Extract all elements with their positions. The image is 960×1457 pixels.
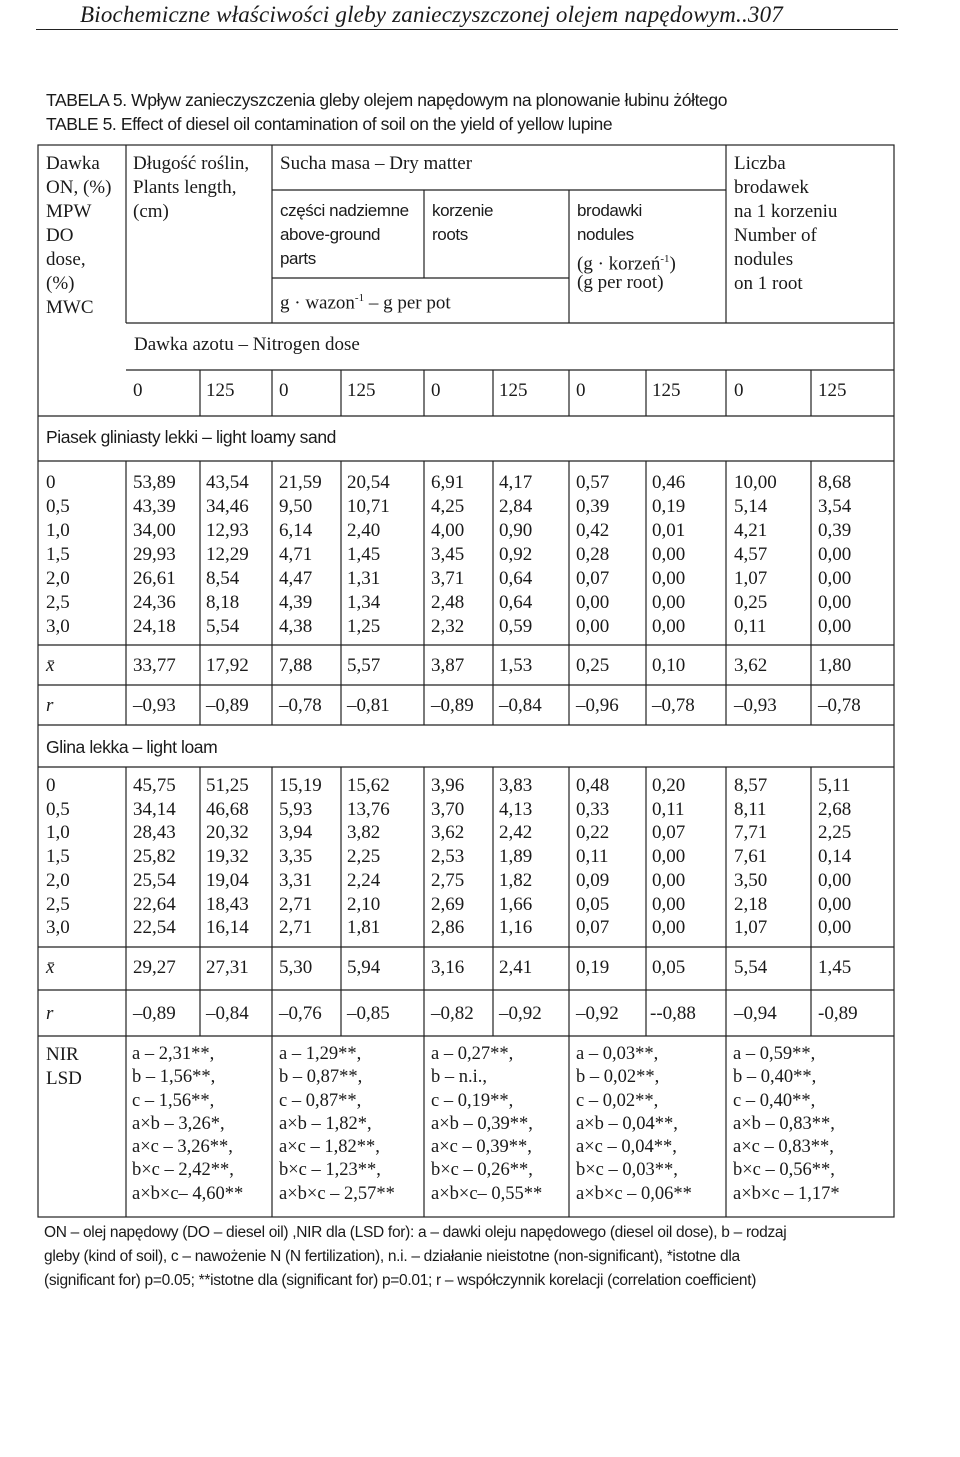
data-cell: 2,10 — [347, 893, 381, 915]
data-cell: 34,14 — [133, 798, 176, 820]
data-cell: 10,00 — [734, 472, 777, 493]
data-cell: 2,25 — [818, 822, 852, 844]
data-cell: 3,83 — [499, 775, 533, 796]
data-cell: 51,25 — [206, 775, 249, 796]
data-cell: 43,39 — [133, 496, 176, 517]
data-cell: 15,62 — [347, 775, 390, 796]
data-cell: 4,39 — [279, 592, 313, 613]
data-cell: 2,40 — [347, 520, 381, 541]
data-cell: 5,11 — [818, 775, 851, 796]
correlation-cell: –0,96 — [576, 695, 619, 716]
soil-section-title: Piasek gliniasty lekki – light loamy sand — [46, 427, 336, 447]
data-cell: 0,11 — [734, 616, 767, 637]
correlation-cell: –0,82 — [431, 1003, 474, 1024]
table-caption-en: TABLE 5. Effect of diesel oil contamination of soil on the yield of yellow lupine — [46, 114, 613, 134]
data-cell: 0,19 — [652, 496, 686, 517]
data-cell: 20,54 — [347, 472, 390, 493]
correlation-cell: –0,84 — [206, 1003, 249, 1024]
data-cell: 21,59 — [279, 472, 322, 493]
correlation-cell: –0,93 — [734, 695, 777, 716]
mean-cell: 5,54 — [734, 957, 768, 978]
data-cell: 3,82 — [347, 822, 381, 844]
nitrogen-dose-cell: 125 — [499, 380, 528, 401]
mean-cell: 3,62 — [734, 655, 768, 676]
running-header: Biochemiczne właściwości gleby zanieczyszczonej olejem napędowym..307 — [80, 2, 784, 27]
data-cell: 0,09 — [576, 869, 610, 891]
lsd-values: a – 0,27**, b – n.i., c – 0,19**, a×b – 0,39**, a×c – 0,39**, b×c – 0,26**, a×b×c– 0,55** — [431, 1044, 543, 1204]
data-cell: 5,14 — [734, 496, 768, 517]
mean-cell: 27,31 — [206, 957, 249, 978]
data-cell: 2,25 — [347, 846, 381, 868]
data-cell: 1,31 — [347, 568, 381, 589]
mean-cell: 17,92 — [206, 655, 249, 676]
data-cell: 0,00 — [818, 592, 852, 613]
soil-section-title: Glina lekka – light loam — [46, 737, 218, 757]
data-cell: 0,33 — [576, 798, 610, 820]
correlation-cell: –0,94 — [734, 1003, 777, 1024]
data-cell: 0,00 — [818, 869, 852, 891]
data-cell: 4,25 — [431, 496, 465, 517]
header-roots: korzenie roots — [432, 201, 494, 244]
data-cell: 24,18 — [133, 616, 176, 637]
mean-cell: 5,30 — [279, 957, 313, 978]
data-cell: 25,82 — [133, 846, 176, 868]
mean-cell: 1,45 — [818, 957, 852, 978]
data-cell: 2,75 — [431, 869, 465, 891]
header-dry-matter: Sucha masa – Dry matter — [280, 153, 473, 174]
data-cell: 4,47 — [279, 568, 313, 589]
data-cell: 0,90 — [499, 520, 533, 541]
data-cell: 0,39 — [818, 520, 852, 541]
data-cell: 6,91 — [431, 472, 465, 493]
footnote-line: gleby (kind of soil), c – nawożenie N (N fertilization), n.i. – działanie nieistotne (non-significant), *istotne dla — [44, 1248, 740, 1265]
data-cell: 0,22 — [576, 822, 610, 844]
data-cell: 3,54 — [818, 496, 852, 517]
data-cell: 4,57 — [734, 544, 768, 565]
data-cell: 15,19 — [279, 775, 322, 796]
r-label: r — [46, 695, 54, 716]
data-cell: 3,31 — [279, 869, 313, 891]
data-cell: 0,11 — [652, 798, 685, 820]
mean-cell: 0,25 — [576, 655, 610, 676]
data-cell: 8,68 — [818, 472, 852, 493]
data-cell: 1,66 — [499, 893, 533, 915]
data-cell: 2,86 — [431, 917, 465, 939]
lsd-values: a – 1,29**, b – 0,87**, c – 0,87**, a×b – 1,82*, a×c – 1,82**, b×c – 1,23**, a×b×c – 2,57** — [279, 1044, 395, 1204]
dose-cell: 0,5 — [46, 496, 70, 517]
data-cell: 2,42 — [499, 822, 533, 844]
data-cell: 4,21 — [734, 520, 768, 541]
correlation-cell: –0,84 — [499, 695, 542, 716]
data-cell: 0,00 — [818, 917, 852, 939]
header-unit-per-pot: g · wazon$^{-1}$ – g per pot — [280, 292, 451, 314]
nitrogen-dose-cell: 0 — [279, 380, 289, 401]
data-cell: 26,61 — [133, 568, 176, 589]
header-nodule-count: Liczba brodawek na 1 korzeniu Number of nodules on 1 root — [734, 153, 838, 294]
header-plant-length: Długość roślin, Plants length, (cm) — [133, 153, 250, 222]
data-cell: 7,71 — [734, 822, 768, 844]
data-cell: 3,50 — [734, 869, 768, 891]
mean-cell: 0,19 — [576, 957, 610, 978]
data-cell: 0,00 — [652, 568, 686, 589]
data-cell: 0,00 — [652, 893, 686, 915]
data-cell: 0,00 — [818, 568, 852, 589]
mean-label: x̄ — [46, 957, 55, 978]
dose-cell: 2,5 — [46, 592, 70, 613]
data-cell: 12,93 — [206, 520, 249, 541]
data-cell: 2,71 — [279, 893, 313, 915]
data-cell: 0,05 — [576, 893, 610, 915]
data-cell: 0,57 — [576, 472, 610, 493]
footnote-line: (significant for) p=0.05; **istotne dla (significant for) p=0.01; r – współczynnik korelacji (correlation coefficient) — [44, 1272, 757, 1289]
table-caption-pl: TABELA 5. Wpływ zanieczyszczenia gleby olejem napędowym na plonowanie łubinu żółtego — [46, 90, 728, 110]
mean-cell: 3,16 — [431, 957, 465, 978]
data-cell: 8,57 — [734, 775, 768, 796]
dose-cell: 1,0 — [46, 520, 70, 541]
data-cell: 1,81 — [347, 917, 381, 939]
data-cell: 3,96 — [431, 775, 465, 796]
data-cell: 0,00 — [652, 917, 686, 939]
data-cell: 9,50 — [279, 496, 313, 517]
header-above-ground: części nadziemne above-ground parts — [280, 201, 409, 268]
correlation-cell: –0,78 — [652, 695, 695, 716]
dose-cell: 2,5 — [46, 893, 70, 915]
correlation-cell: –0,81 — [347, 695, 390, 716]
data-cell: 2,69 — [431, 893, 465, 915]
data-cell: 18,43 — [206, 893, 249, 915]
lsd-values: a – 0,03**, b – 0,02**, c – 0,02**, a×b – 0,04**, a×c – 0,04**, b×c – 0,03**, a×b×c – 0,06** — [576, 1044, 692, 1204]
data-cell: 24,36 — [133, 592, 176, 613]
data-cell: 0,59 — [499, 616, 533, 637]
data-cell: 19,04 — [206, 869, 249, 891]
data-cell: 0,46 — [652, 472, 686, 493]
data-cell: 0,64 — [499, 592, 533, 613]
lsd-label: NIR LSD — [46, 1044, 82, 1089]
mean-label: x̄ — [46, 655, 55, 676]
dose-cell: 0 — [46, 775, 56, 796]
data-cell: 3,71 — [431, 568, 465, 589]
data-cell: 0,39 — [576, 496, 610, 517]
data-cell: 22,64 — [133, 893, 176, 915]
correlation-cell: --0,88 — [650, 1003, 696, 1024]
data-cell: 46,68 — [206, 798, 249, 820]
data-cell: 1,89 — [499, 846, 533, 868]
data-cell: 3,62 — [431, 822, 465, 844]
data-cell: 8,11 — [734, 798, 767, 820]
data-cell: 0,48 — [576, 775, 610, 796]
dose-cell: 1,0 — [46, 822, 70, 844]
data-cell: 0,01 — [652, 520, 686, 541]
nitrogen-dose-cell: 125 — [652, 380, 681, 401]
data-cell: 5,54 — [206, 616, 240, 637]
data-cell: 0,00 — [652, 846, 686, 868]
data-cell: 3,70 — [431, 798, 465, 820]
data-cell: 1,82 — [499, 869, 533, 891]
nitrogen-dose-cell: 0 — [576, 380, 586, 401]
data-cell: 13,76 — [347, 798, 390, 820]
correlation-cell: –0,92 — [576, 1003, 619, 1024]
nitrogen-dose-cell: 0 — [734, 380, 744, 401]
data-cell: 0,00 — [818, 544, 852, 565]
dose-cell: 1,5 — [46, 846, 70, 868]
data-cell: 0,20 — [652, 775, 686, 796]
data-cell: 53,89 — [133, 472, 176, 493]
data-cell: 4,00 — [431, 520, 465, 541]
data-cell: 34,46 — [206, 496, 249, 517]
lsd-values: a – 0,59**, b – 0,40**, c – 0,40**, a×b – 0,83**, a×c – 0,83**, b×c – 0,56**, a×b×c – 1,17* — [733, 1044, 840, 1204]
data-cell: 4,38 — [279, 616, 313, 637]
data-cell: 25,54 — [133, 869, 176, 891]
data-cell: 3,94 — [279, 822, 313, 844]
nitrogen-dose-cell: 0 — [133, 380, 143, 401]
mean-cell: 0,10 — [652, 655, 686, 676]
data-cell: 0,00 — [652, 869, 686, 891]
dose-cell: 2,0 — [46, 869, 70, 891]
data-cell: 0,25 — [734, 592, 768, 613]
data-cell: 0,07 — [576, 917, 610, 939]
data-cell: 2,71 — [279, 917, 313, 939]
data-cell: 4,13 — [499, 798, 533, 820]
data-cell: 2,84 — [499, 496, 533, 517]
data-cell: 0,11 — [576, 846, 609, 868]
footnote-line: ON – olej napędowy (DO – diesel oil) ,NIR dla (LSD for): a – dawki oleju napędowego (diesel oil dose), b – rodzaj — [44, 1224, 787, 1241]
correlation-cell: –0,89 — [431, 695, 474, 716]
data-cell: 0,00 — [652, 592, 686, 613]
data-cell: 1,07 — [734, 568, 768, 589]
data-cell: 28,43 — [133, 822, 176, 844]
data-cell: 4,17 — [499, 472, 533, 493]
correlation-cell: –0,93 — [133, 695, 176, 716]
data-cell: 0,00 — [652, 544, 686, 565]
dose-cell: 3,0 — [46, 616, 70, 637]
data-cell: 1,25 — [347, 616, 381, 637]
data-cell: 0,00 — [576, 616, 610, 637]
nitrogen-dose-cell: 0 — [431, 380, 441, 401]
mean-cell: 7,88 — [279, 655, 313, 676]
data-cell: 1,16 — [499, 917, 533, 939]
header-nodules: brodawki nodules — [577, 201, 642, 244]
mean-cell: 3,87 — [431, 655, 465, 676]
header-dose: Dawka ON, (%) MPW DO dose, (%) MWC — [46, 153, 112, 318]
correlation-cell: –0,78 — [818, 695, 861, 716]
dose-cell: 1,5 — [46, 544, 70, 565]
data-cell: 2,68 — [818, 798, 852, 820]
data-cell: 0,07 — [652, 822, 686, 844]
nitrogen-dose-cell: 125 — [347, 380, 376, 401]
dose-cell: 0,5 — [46, 798, 70, 820]
data-cell: 29,93 — [133, 544, 176, 565]
data-cell: 0,00 — [818, 893, 852, 915]
lsd-values: a – 2,31**, b – 1,56**, c – 1,56**, a×b – 3,26*, a×c – 3,26**, b×c – 2,42**, a×b×c– 4,60** — [132, 1044, 244, 1204]
mean-cell: 33,77 — [133, 655, 176, 676]
correlation-cell: –0,89 — [206, 695, 249, 716]
data-cell: 0,07 — [576, 568, 610, 589]
nitrogen-dose-cell: 125 — [818, 380, 847, 401]
mean-cell: 0,05 — [652, 957, 686, 978]
data-cell: 12,29 — [206, 544, 249, 565]
data-cell: 0,92 — [499, 544, 533, 565]
data-cell: 20,32 — [206, 822, 249, 844]
mean-cell: 2,41 — [499, 957, 533, 978]
data-cell: 1,07 — [734, 917, 768, 939]
data-cell: 43,54 — [206, 472, 249, 493]
data-cell: 2,32 — [431, 616, 465, 637]
nitrogen-dose-cell: 125 — [206, 380, 235, 401]
data-cell: 2,48 — [431, 592, 465, 613]
data-cell: 8,54 — [206, 568, 240, 589]
data-cell: 0,00 — [818, 616, 852, 637]
data-cell: 3,35 — [279, 846, 313, 868]
data-cell: 7,61 — [734, 846, 768, 868]
correlation-cell: –0,78 — [279, 695, 322, 716]
mean-cell: 5,94 — [347, 957, 381, 978]
data-cell: 0,64 — [499, 568, 533, 589]
data-cell: 2,18 — [734, 893, 768, 915]
header-nitrogen-dose: Dawka azotu – Nitrogen dose — [134, 334, 360, 355]
data-cell: 45,75 — [133, 775, 176, 796]
data-cell: 6,14 — [279, 520, 313, 541]
dose-cell: 2,0 — [46, 568, 70, 589]
correlation-cell: -0,89 — [818, 1003, 858, 1024]
data-cell: 5,93 — [279, 798, 313, 820]
mean-cell: 29,27 — [133, 957, 176, 978]
data-cell: 10,71 — [347, 496, 390, 517]
correlation-cell: –0,92 — [499, 1003, 542, 1024]
data-cell: 0,00 — [652, 616, 686, 637]
correlation-cell: –0,85 — [347, 1003, 390, 1024]
data-cell: 34,00 — [133, 520, 176, 541]
data-cell: 3,45 — [431, 544, 465, 565]
data-cell: 0,42 — [576, 520, 610, 541]
data-cell: 16,14 — [206, 917, 249, 939]
mean-cell: 5,57 — [347, 655, 381, 676]
header-nodules-unit-en: (g per root) — [577, 272, 664, 293]
data-cell: 0,00 — [576, 592, 610, 613]
data-cell: 19,32 — [206, 846, 249, 868]
mean-cell: 1,80 — [818, 655, 852, 676]
r-label: r — [46, 1003, 54, 1024]
header-nodules-unit: (g · korzeń$^{-1}$) — [577, 253, 676, 275]
dose-cell: 0 — [46, 472, 56, 493]
data-cell: 2,53 — [431, 846, 465, 868]
data-cell: 4,71 — [279, 544, 313, 565]
correlation-cell: –0,89 — [133, 1003, 176, 1024]
data-cell: 2,24 — [347, 869, 381, 891]
data-cell: 0,14 — [818, 846, 852, 868]
data-cell: 1,45 — [347, 544, 381, 565]
data-cell: 22,54 — [133, 917, 176, 939]
data-cell: 1,34 — [347, 592, 381, 613]
dose-cell: 3,0 — [46, 917, 70, 939]
data-cell: 0,28 — [576, 544, 610, 565]
mean-cell: 1,53 — [499, 655, 533, 676]
correlation-cell: –0,76 — [279, 1003, 322, 1024]
data-cell: 8,18 — [206, 592, 240, 613]
